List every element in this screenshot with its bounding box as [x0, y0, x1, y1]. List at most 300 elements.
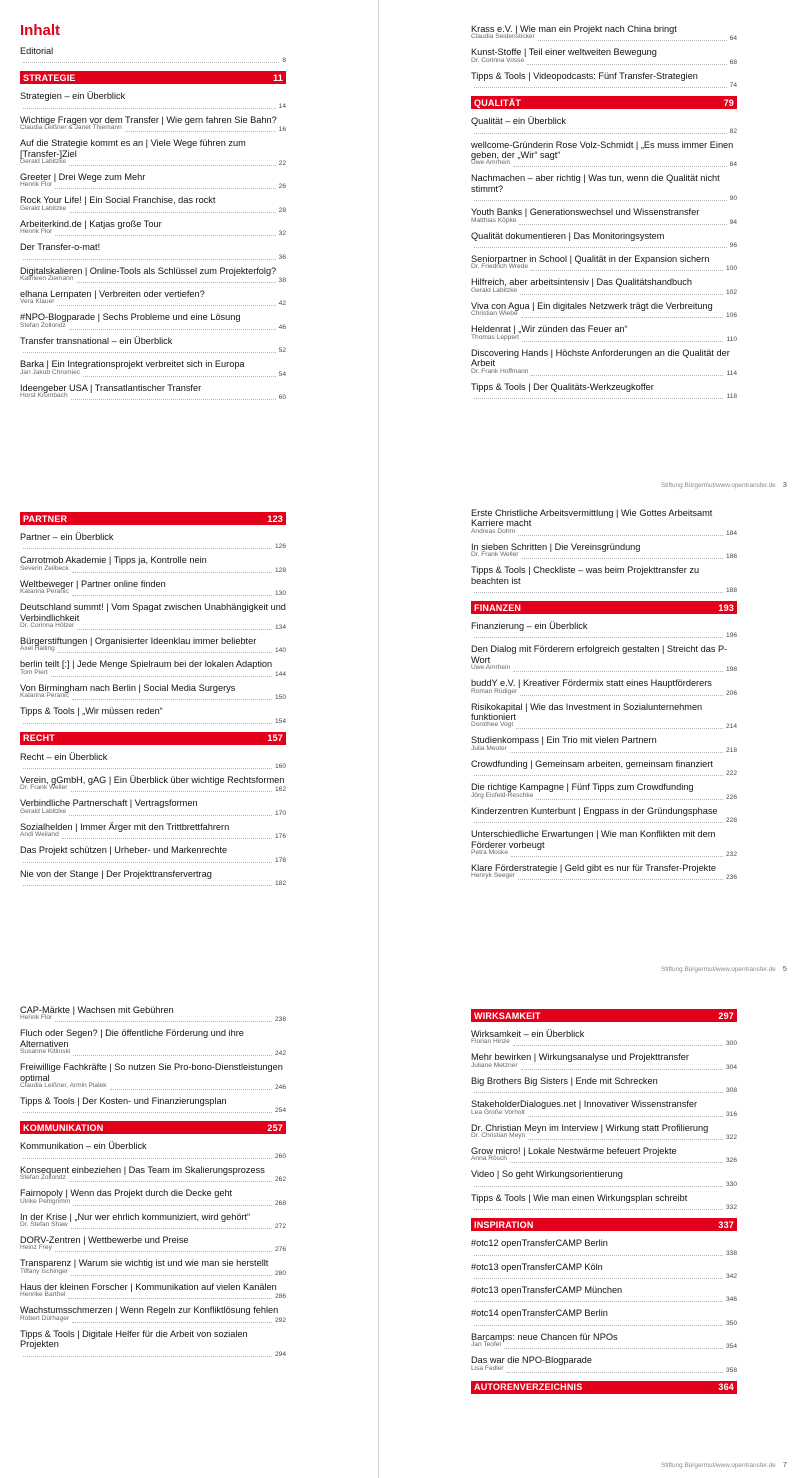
- dot-leader: [513, 1045, 723, 1046]
- section-label: WIRKSAMKEIT: [474, 1010, 541, 1021]
- toc-entry[interactable]: [20, 798, 286, 817]
- entry-page-number: 118: [726, 392, 737, 400]
- entry-author: Kathleen Ziemann: [20, 275, 74, 283]
- dot-leader: [510, 1162, 723, 1163]
- entry-page-number: 14: [278, 102, 286, 110]
- toc-entry[interactable]: [20, 1096, 286, 1115]
- dot-leader: [521, 1069, 723, 1070]
- spread-3: [0, 984, 801, 1478]
- toc-entry[interactable]: [471, 277, 737, 296]
- toc-entry[interactable]: [20, 1329, 286, 1359]
- toc-entry[interactable]: [471, 678, 737, 697]
- entry-footer: [20, 1292, 286, 1301]
- toc-entry[interactable]: [471, 173, 737, 203]
- dot-leader: [69, 815, 272, 816]
- entry-page-number: 186: [725, 553, 737, 561]
- toc-entry[interactable]: [20, 602, 286, 632]
- entry-footer: [20, 809, 286, 818]
- dot-leader: [520, 294, 723, 295]
- toc-entry[interactable]: [20, 752, 286, 771]
- entry-footer: [471, 665, 737, 674]
- toc-list: [471, 24, 737, 401]
- entry-footer: [20, 762, 286, 771]
- entry-page-number: 114: [726, 369, 737, 377]
- entry-footer: [471, 1272, 737, 1281]
- entry-page-number: 178: [274, 856, 286, 864]
- entry-author: Tom Piert: [20, 668, 48, 676]
- toc-entry[interactable]: [20, 312, 286, 331]
- dot-leader: [474, 87, 727, 88]
- toc-list: [20, 46, 286, 402]
- entry-title: Viva con Agua | Ein digitales Netzwerk trägt die Verbreitung: [471, 300, 713, 311]
- toc-entry[interactable]: [20, 1282, 286, 1301]
- toc-entry[interactable]: [471, 1193, 737, 1212]
- entry-author: Thomas Leppert: [471, 333, 520, 341]
- entry-footer: [471, 392, 737, 401]
- entry-page-number: 36: [278, 253, 286, 261]
- entry-title: wellcome-Gründerin Rose Volz-Schmidt | „Es muss immer Einen geben, der „Wir“ sagt“: [471, 139, 734, 161]
- entry-page-number: 32: [278, 230, 286, 238]
- entry-page-number: 304: [725, 1063, 737, 1071]
- entry-page-number: 170: [274, 809, 286, 817]
- entry-footer: [471, 127, 737, 136]
- entry-author: Dr. Corinna Hölzer: [20, 622, 75, 630]
- entry-footer: [20, 253, 286, 262]
- entry-page-number: 154: [274, 717, 286, 725]
- toc-entry[interactable]: [471, 231, 737, 250]
- entry-page-number: 46: [278, 323, 286, 331]
- entry-footer: [471, 194, 737, 203]
- entry-title: Studienkompass | Ein Trio mit vielen Partnern: [471, 735, 657, 746]
- toc-entry[interactable]: [471, 508, 737, 538]
- toc-entry[interactable]: [471, 382, 737, 401]
- toc-entry[interactable]: [20, 195, 286, 214]
- entry-footer: [471, 769, 737, 778]
- toc-entry[interactable]: [20, 289, 286, 308]
- toc-entry[interactable]: [471, 863, 737, 882]
- entry-page-number: 222: [725, 770, 737, 778]
- section-header: [20, 71, 286, 84]
- dot-leader: [518, 879, 723, 880]
- entry-author: Henrik Flor: [20, 1014, 53, 1022]
- toc-entry[interactable]: [20, 91, 286, 110]
- toc-entry[interactable]: [20, 775, 286, 794]
- toc-entry[interactable]: [471, 1308, 737, 1327]
- dot-leader: [55, 188, 275, 189]
- toc-entry[interactable]: [471, 735, 737, 754]
- entry-footer: [20, 589, 286, 598]
- page-title: Inhalt: [20, 22, 60, 39]
- entry-title: CAP-Märkte | Wachsen mit Gebühren: [20, 1005, 174, 1015]
- entry-author: Dr. Frank Hoffmann: [471, 367, 529, 375]
- entry-title: Grow micro! | Lokale Nestwärme befeuert Projekte: [471, 1146, 677, 1157]
- entry-page-number: 182: [274, 880, 286, 888]
- entry-footer: [20, 125, 286, 134]
- entry-title: Freiwillige Fachkräfte | So nutzen Sie Pro-bono-Dienstleistungen optimal: [20, 1062, 283, 1083]
- toc-entry[interactable]: [471, 1076, 737, 1095]
- dot-leader: [474, 1209, 723, 1210]
- entry-page-number: 242: [274, 1050, 286, 1058]
- entry-page-number: 128: [274, 566, 286, 574]
- entry-title: Auf die Strategie kommt es an | Viele Wege führen zum [Transfer-]Ziel: [20, 138, 246, 159]
- entry-author: Dr. Stefan Shaw: [20, 1221, 68, 1229]
- dot-leader: [69, 1181, 272, 1182]
- entry-page-number: 96: [729, 242, 737, 250]
- entry-page-number: 38: [278, 277, 286, 285]
- dot-leader: [23, 352, 276, 353]
- toc-entry[interactable]: [471, 565, 737, 595]
- entry-author: Dr. Frank Weller: [20, 784, 68, 792]
- toc-entry[interactable]: [471, 301, 737, 320]
- toc-entry[interactable]: [20, 1028, 286, 1058]
- dot-leader: [510, 752, 723, 753]
- entry-title: In sieben Schritten | Die Vereinsgründung: [471, 541, 641, 552]
- entry-author: Henrik Flor: [20, 181, 53, 189]
- toc-entry[interactable]: [471, 1332, 737, 1351]
- toc-entry[interactable]: [471, 1146, 737, 1165]
- toc-entry[interactable]: [20, 1235, 286, 1254]
- entry-author: Severin Zeilbeck: [20, 564, 69, 572]
- toc-entry[interactable]: [20, 1188, 286, 1207]
- entry-footer: [471, 1319, 737, 1328]
- entry-page-number: 206: [725, 689, 737, 697]
- column-page-7: [471, 1003, 737, 1401]
- entry-title: #otc12 openTransferCAMP Berlin: [471, 1238, 608, 1249]
- page-footer: [661, 964, 787, 973]
- dot-leader: [69, 212, 275, 213]
- entry-footer: [20, 159, 286, 168]
- dot-leader: [538, 40, 727, 41]
- entry-author: Uwe Amrhein: [471, 664, 511, 672]
- entry-title: Wachstumsschmerzen | Wenn Regeln zur Konfliktlösung fehlen: [20, 1305, 279, 1316]
- entry-page-number: 332: [725, 1204, 737, 1212]
- toc-entry[interactable]: [20, 1141, 286, 1160]
- entry-page-number: 300: [725, 1040, 737, 1048]
- entry-author: Florian Hinze: [471, 1038, 510, 1046]
- toc-entry[interactable]: [471, 829, 737, 859]
- entry-author: Andi Weiland: [20, 831, 59, 839]
- dot-leader: [474, 822, 723, 823]
- entry-page-number: 276: [274, 1246, 286, 1254]
- entry-footer: [471, 529, 737, 538]
- toc-entry[interactable]: [20, 659, 286, 678]
- entry-footer: [471, 1342, 737, 1351]
- entry-footer: [471, 264, 737, 273]
- section-header: [20, 1121, 286, 1134]
- entry-footer: [20, 182, 286, 191]
- toc-entry[interactable]: [20, 46, 286, 65]
- entry-title: DORV-Zentren | Wettbewerbe und Preise: [20, 1235, 189, 1246]
- section-page-number: 193: [718, 602, 734, 613]
- dot-leader: [23, 862, 272, 863]
- entry-title: Seniorpartner in School | Qualität in der Expansion sichern: [471, 254, 710, 265]
- entry-title: Tipps & Tools | „Wir müssen reden“: [20, 706, 163, 717]
- toc-entry[interactable]: [20, 1305, 286, 1324]
- toc-entry[interactable]: [20, 242, 286, 261]
- toc-entry[interactable]: [471, 254, 737, 273]
- entry-page-number: 346: [725, 1296, 737, 1304]
- toc-entry[interactable]: [471, 207, 737, 226]
- toc-entry[interactable]: [20, 555, 286, 574]
- entry-footer: [471, 631, 737, 640]
- dot-leader: [519, 224, 726, 225]
- toc-entry[interactable]: [471, 1123, 737, 1142]
- section-header: [471, 1218, 737, 1231]
- entry-author: Jan Jakub Chromiec: [20, 368, 81, 376]
- dot-leader: [55, 1251, 272, 1252]
- entry-title: Kommunikation – ein Überblick: [20, 1141, 147, 1152]
- entry-page-number: 16: [278, 126, 286, 134]
- entry-author: Katarina Peranic: [20, 692, 69, 700]
- entry-page-number: 322: [725, 1134, 737, 1142]
- section-page-number: 79: [723, 97, 734, 108]
- toc-entry[interactable]: [20, 359, 286, 378]
- entry-page-number: 82: [729, 127, 737, 135]
- entry-footer: [20, 276, 286, 285]
- toc-entry[interactable]: [20, 845, 286, 864]
- toc-entry[interactable]: [20, 1165, 286, 1184]
- dot-leader: [527, 64, 727, 65]
- toc-entry[interactable]: [471, 1052, 737, 1071]
- toc-entry[interactable]: [471, 542, 737, 561]
- dot-leader: [71, 1275, 272, 1276]
- entry-page-number: 358: [725, 1366, 737, 1374]
- section-header: [471, 1381, 737, 1394]
- toc-entry[interactable]: [471, 759, 737, 778]
- entry-title: Nachmachen – aber richtig | Was tun, wenn die Qualität nicht stimmt?: [471, 173, 720, 194]
- entry-footer: [471, 58, 737, 67]
- entry-author: Andreas Dohrn: [471, 527, 516, 535]
- entry-footer: [20, 1049, 286, 1058]
- toc-entry[interactable]: [471, 116, 737, 135]
- toc-entry[interactable]: [20, 1212, 286, 1231]
- entry-page-number: 184: [725, 529, 737, 537]
- dot-leader: [23, 885, 272, 886]
- toc-entry[interactable]: [471, 324, 737, 343]
- section-label: QUALITÄT: [474, 97, 522, 108]
- section-page-number: 123: [267, 513, 283, 524]
- entry-page-number: 94: [729, 218, 737, 226]
- dot-leader: [474, 1301, 723, 1302]
- section-page-number: 157: [267, 733, 283, 744]
- entry-title: Kunst-Stoffe | Teil einer weltweiten Bewegung: [471, 47, 657, 58]
- dot-leader: [474, 1325, 723, 1326]
- entry-footer: [20, 693, 286, 702]
- entry-footer: [20, 856, 286, 865]
- entry-title: Hilfreich, aber arbeitsintensiv | Das Qualitätshandbuch: [471, 277, 692, 288]
- entry-footer: [20, 206, 286, 215]
- dot-leader: [23, 1112, 272, 1113]
- entry-author: Stefan Zollondz: [20, 321, 66, 329]
- toc-entry[interactable]: [471, 1169, 737, 1188]
- entry-footer: [20, 102, 286, 111]
- toc-entry[interactable]: [471, 1285, 737, 1304]
- dot-leader: [72, 1322, 272, 1323]
- toc-entry[interactable]: [471, 1029, 737, 1048]
- toc-entry[interactable]: [471, 1099, 737, 1118]
- section-header: [471, 1009, 737, 1022]
- toc-entry[interactable]: [471, 702, 737, 732]
- entry-page-number: 130: [274, 590, 286, 598]
- toc-entry[interactable]: [20, 138, 286, 168]
- toc-entry[interactable]: [471, 1355, 737, 1374]
- toc-entry[interactable]: [471, 140, 737, 170]
- entry-author: Dorothee Vogt: [471, 721, 514, 729]
- entry-title: Verbindliche Partnerschaft | Vertragsformen: [20, 798, 198, 809]
- toc-entry[interactable]: [20, 869, 286, 888]
- entry-title: Mehr bewirken | Wirkungsanalyse und Projekttransfer: [471, 1052, 689, 1063]
- entry-title: Fairnopoly | Wenn das Projekt durch die Decke geht: [20, 1188, 233, 1199]
- dot-leader: [474, 1186, 723, 1187]
- toc-entry[interactable]: [20, 532, 286, 551]
- toc-entry[interactable]: [20, 383, 286, 402]
- entry-footer: [20, 879, 286, 888]
- toc-entry[interactable]: [20, 822, 286, 841]
- entry-author: Stefan Zollondz: [20, 1174, 66, 1182]
- entry-footer: [471, 689, 737, 698]
- entry-page-number: 326: [725, 1157, 737, 1165]
- dot-leader: [520, 695, 723, 696]
- entry-footer: [20, 346, 286, 355]
- dot-leader: [528, 1139, 723, 1140]
- dot-leader: [57, 305, 275, 306]
- toc-entry[interactable]: [471, 806, 737, 825]
- toc-entry[interactable]: [471, 1262, 737, 1281]
- entry-page-number: 232: [725, 850, 737, 858]
- entry-author: Katarina Peranic: [20, 588, 69, 596]
- entry-footer: [471, 288, 737, 297]
- section-page-number: 11: [273, 72, 283, 83]
- entry-page-number: 226: [725, 793, 737, 801]
- entry-title: Digitalskalieren | Online-Tools als Schlüssel zum Projekterfolg?: [20, 265, 277, 276]
- entry-page-number: 100: [725, 265, 737, 273]
- dot-leader: [71, 791, 272, 792]
- toc-entry[interactable]: [20, 219, 286, 238]
- toc-entry[interactable]: [20, 1005, 286, 1024]
- entry-footer: [20, 566, 286, 575]
- entry-page-number: 160: [274, 763, 286, 771]
- entry-title: Qualität – ein Überblick: [471, 116, 566, 127]
- entry-author: Dr. Corinna Vosse: [471, 56, 525, 64]
- entry-footer: [20, 670, 286, 679]
- toc-entry[interactable]: [471, 47, 737, 66]
- section-label: FINANZEN: [474, 602, 522, 613]
- entry-footer: [20, 1152, 286, 1161]
- dot-leader: [72, 699, 272, 700]
- entry-footer: [471, 1295, 737, 1304]
- entry-page-number: 280: [274, 1269, 286, 1277]
- entry-title: buddY e.V. | Kreativer Fördermix statt eines Hauptförderers: [471, 678, 712, 689]
- toc-entry[interactable]: [20, 683, 286, 702]
- entry-title: Tipps & Tools | Digitale Helfer für die Arbeit von sozialen Projekten: [20, 1328, 248, 1350]
- toc-entry[interactable]: [20, 266, 286, 285]
- entry-footer: [471, 1249, 737, 1258]
- entry-footer: [20, 646, 286, 655]
- toc-entry[interactable]: [471, 621, 737, 640]
- dot-leader: [69, 165, 275, 166]
- toc-entry[interactable]: [20, 336, 286, 355]
- entry-title: Der Transfer-o-mat!: [20, 242, 101, 253]
- entry-page-number: 236: [725, 874, 737, 882]
- entry-page-number: 26: [278, 183, 286, 191]
- entry-page-number: 196: [725, 632, 737, 640]
- entry-title: In der Krise | „Nur wer ehrlich kommuniziert, wird gehört“: [20, 1211, 251, 1222]
- entry-footer: [20, 1350, 286, 1359]
- dot-leader: [58, 652, 272, 653]
- entry-title: Bürgerstiftungen | Organisierter Ideenklau immer beliebter: [20, 636, 257, 647]
- toc-entry[interactable]: [20, 706, 286, 725]
- dot-leader: [51, 676, 272, 677]
- entry-title: Partner – ein Überblick: [20, 532, 114, 542]
- entry-page-number: 238: [274, 1016, 286, 1024]
- section-header: [471, 601, 737, 614]
- dot-leader: [68, 1298, 272, 1299]
- toc-entry[interactable]: [20, 579, 286, 598]
- dot-leader: [504, 1348, 723, 1349]
- toc-entry[interactable]: [471, 1238, 737, 1257]
- entry-author: Heinz Frey: [20, 1244, 52, 1252]
- entry-author: Lea Große Vorholt: [471, 1108, 525, 1116]
- entry-page-number: 52: [278, 347, 286, 355]
- entry-title: Tipps & Tools | Der Qualitäts-Werkzeugkoffer: [471, 381, 654, 392]
- toc-entry[interactable]: [20, 1062, 286, 1092]
- toc-entry[interactable]: [471, 782, 737, 801]
- entry-page-number: 338: [725, 1249, 737, 1257]
- section-label: INSPIRATION: [474, 1219, 534, 1230]
- entry-page-number: 90: [729, 195, 737, 203]
- toc-entry[interactable]: [471, 644, 737, 674]
- dot-leader: [55, 235, 275, 236]
- entry-title: Den Dialog mit Förderern erfolgreich gestalten | Streicht das P-Wort: [471, 644, 728, 665]
- entry-page-number: 316: [725, 1110, 737, 1118]
- entry-author: Roman Rüdiger: [471, 687, 518, 695]
- dot-leader: [536, 799, 723, 800]
- toc-entry[interactable]: [20, 1258, 286, 1277]
- dot-leader: [513, 166, 726, 167]
- entry-page-number: 308: [725, 1087, 737, 1095]
- section-label: STRATEGIE: [23, 72, 76, 83]
- entry-title: berlin teilt [:] | Jede Menge Spielraum bei der lokalen Adaption: [20, 659, 273, 670]
- dot-leader: [110, 1089, 272, 1090]
- section-page-number: 257: [267, 1122, 283, 1133]
- toc-entry[interactable]: [471, 348, 737, 378]
- entry-page-number: 228: [725, 817, 737, 825]
- entry-page-number: 64: [729, 35, 737, 43]
- entry-footer: [20, 1015, 286, 1024]
- dot-leader: [23, 1356, 272, 1357]
- footer-page-number: 3: [782, 480, 787, 489]
- toc-entry[interactable]: [471, 24, 737, 43]
- dot-leader: [23, 1158, 272, 1159]
- entry-footer: [471, 1063, 737, 1072]
- dot-leader: [474, 592, 723, 593]
- toc-entry[interactable]: [471, 71, 737, 90]
- entry-footer: [471, 816, 737, 825]
- entry-footer: [471, 1203, 737, 1212]
- entry-author: Claudia Leißner & Janet Thiemann: [20, 124, 122, 132]
- entry-page-number: 22: [278, 160, 286, 168]
- entry-title: Risikokapital | Wie das Investment in Sozialunternehmen funktioniert: [471, 701, 703, 723]
- toc-entry[interactable]: [20, 172, 286, 191]
- entry-page-number: 342: [725, 1273, 737, 1281]
- section-header: [20, 512, 286, 525]
- entry-page-number: 294: [274, 1350, 286, 1358]
- toc-entry[interactable]: [20, 636, 286, 655]
- toc-entry[interactable]: [20, 115, 286, 134]
- entry-title: Greeter | Drei Wege zum Mehr: [20, 172, 146, 183]
- entry-title: Rock Your Life! | Ein Social Franchise, das rockt: [20, 195, 216, 206]
- entry-footer: [20, 785, 286, 794]
